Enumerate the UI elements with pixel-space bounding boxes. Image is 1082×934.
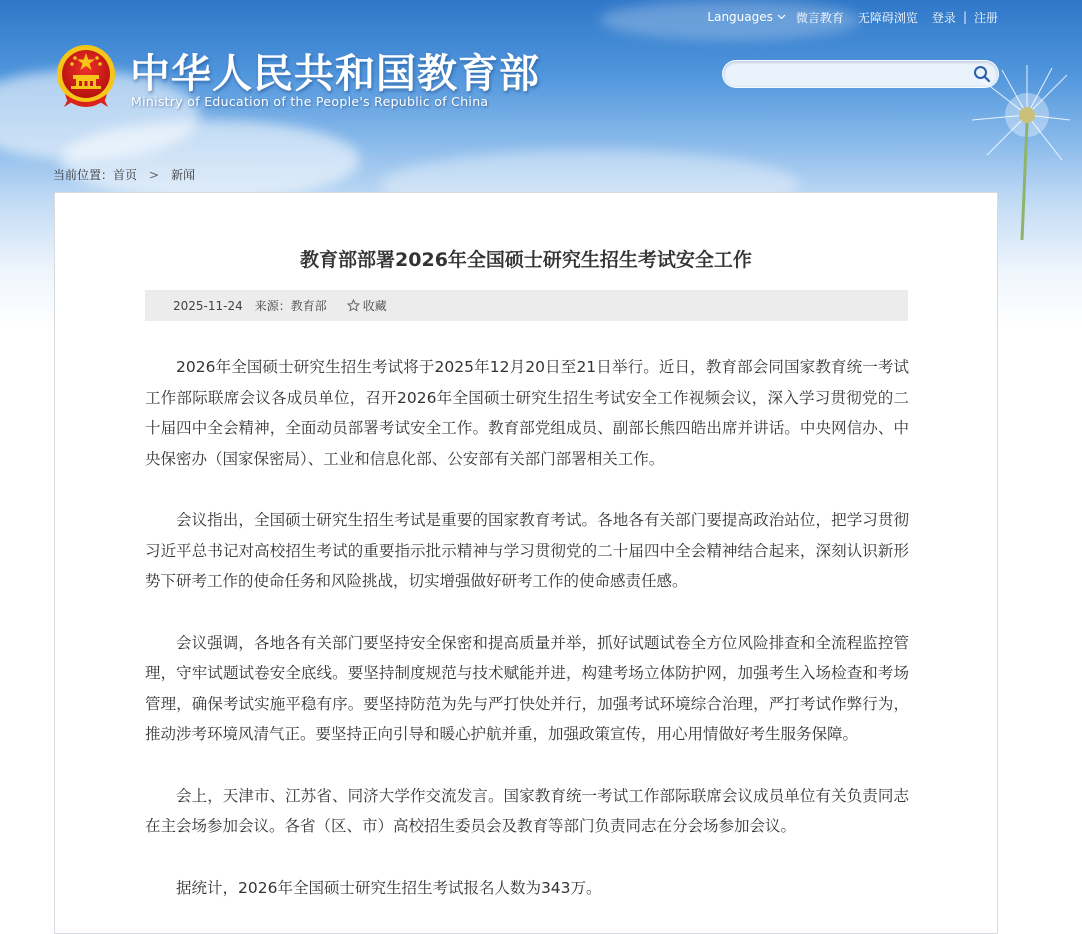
article-container [54,192,998,934]
accessibility-link[interactable]: 无障碍浏览 [857,10,918,25]
register-link[interactable]: 注册 [973,10,998,25]
chevron-down-icon [777,14,786,20]
site-subtitle: Ministry of Education of the People's Republic of China [131,94,489,109]
site-title[interactable]: 中华人民共和国教育部 [130,51,540,97]
article-paragraph: 会上，天津市、江苏省、同济大学作交流发言。国家教育统一考试工作部际联席会议成员单位有关负责同志在主会场参加会议。各省（区、市）高校招生委员会及教育等部门负责同志在分会场参加会议。 [145,786,909,835]
article-date: 2025-11-24 [173,298,243,313]
article-title: 教育部部署2026年全国硕士研究生招生考试安全工作 [300,249,752,271]
breadcrumb-separator: > [149,167,160,182]
breadcrumb-home-link[interactable]: 首页 [113,168,138,182]
national-emblem-icon[interactable] [55,44,117,110]
star-icon [347,299,360,312]
breadcrumb [53,166,195,183]
favorite-label: 收藏 [362,299,387,313]
favorite-button[interactable] [347,297,387,314]
article-paragraph: 2026年全国硕士研究生招生考试将于2025年12月20日至21日举行。近日，教育部会同国家教育统一考试工作部际联席会议各成员单位，召开2026年全国硕士研究生招生考试安全工作视频会议，深入学习贯彻党的二十届四中全会精神，全面动员部署考试安全工作。教育部党组成员、副部长熊四皓出席并讲话。中央网信办、中央保密办（国家保密局）、工业和信息化部、公安部有关部门部署相关工作。 [145,358,909,468]
cloud-decoration [60,120,360,200]
article-source: 来源：教育部 [254,299,327,313]
nav-divider: | [962,10,967,24]
languages-dropdown[interactable] [707,10,785,24]
article-paragraph: 会议指出，全国硕士研究生招生考试是重要的国家教育考试。各地各有关部门要提高政治站位，把学习贯彻习近平总书记对高校招生考试的重要指示批示精神与学习贯彻党的二十届四中全会精神结合起来，深刻认识新形势下研考工作的使命任务和风险挑战，切实增强做好研考工作的使命感责任感。 [145,511,909,590]
weiyan-link[interactable]: 微言教育 [795,10,844,25]
login-link[interactable]: 登录 [931,10,956,25]
article-body [145,352,909,934]
languages-label: Languages [707,10,773,24]
article-paragraph: 据统计，2026年全国硕士研究生招生考试报名人数为343万。 [176,878,602,897]
article-meta-bar [145,290,908,321]
top-nav [707,8,998,26]
breadcrumb-prefix: 当前位置： [53,168,114,182]
article-paragraph: 会议强调，各地各有关部门要坚持安全保密和提高质量并举，抓好试题试卷全方位风险排查和全流程监控管理，守牢试题试卷安全底线。要坚持制度规范与技术赋能并进，构建考场立体防护网，加强考生入场检查和考场管理，确保考试实施平稳有序。要坚持防范为先与严打快处并行，加强考试环境综合治理，严打考试作弊行为，推动涉考环境风清气正。要坚持正向引导和暖心护航并重，加强政策宣传，用心用情做好考生服务保障。 [145,633,909,743]
breadcrumb-current-link[interactable]: 新闻 [171,168,196,182]
